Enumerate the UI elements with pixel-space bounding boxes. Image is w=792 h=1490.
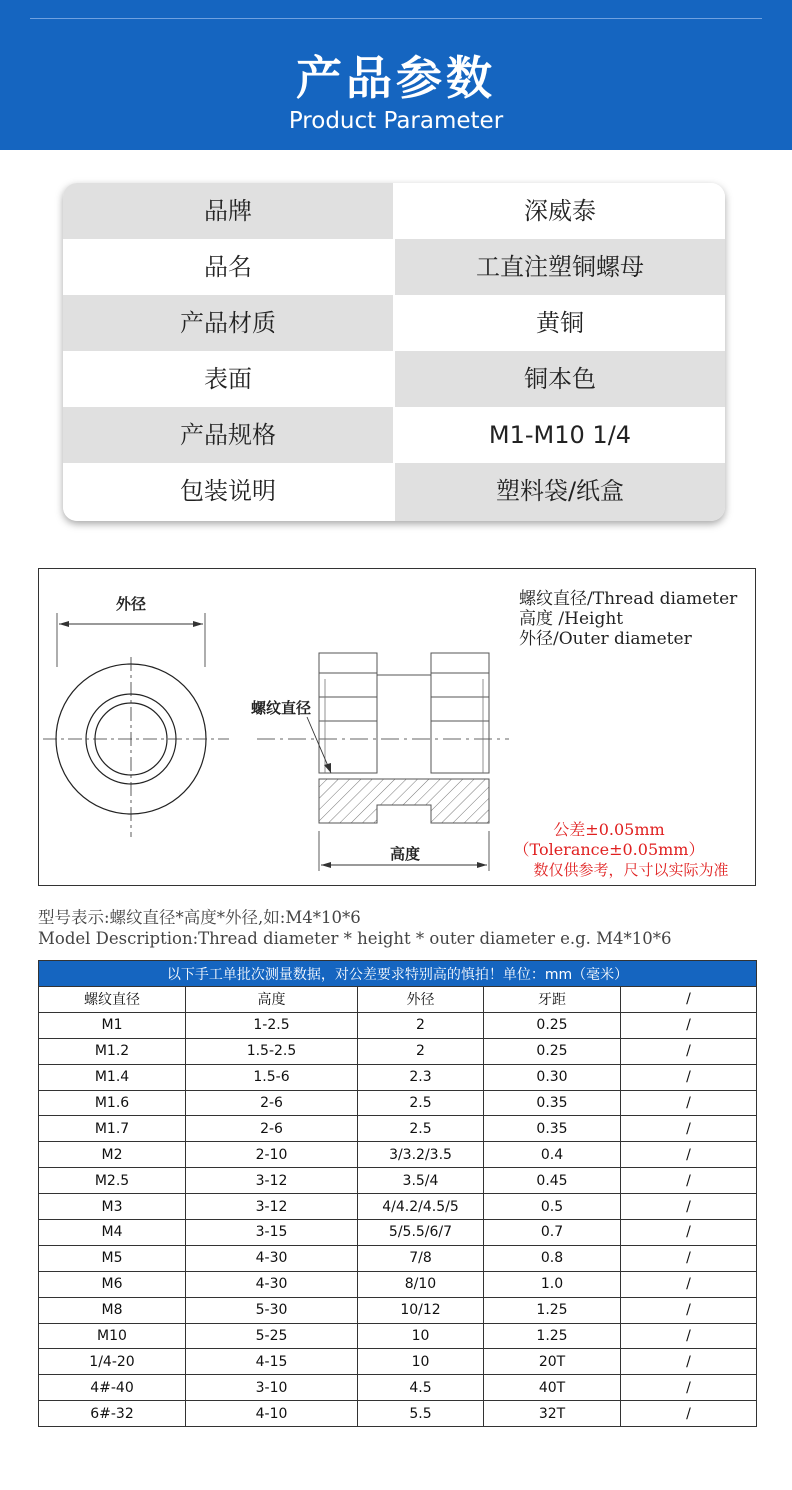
table-cell: M2.5: [39, 1168, 186, 1194]
table-cell: M1.4: [39, 1064, 186, 1090]
table-cell: M10: [39, 1323, 186, 1349]
dimension-table: [38, 960, 757, 1427]
spec-row-brand: [63, 183, 725, 239]
table-cell: 10: [358, 1323, 484, 1349]
table-banner: 以下手工单批次测量数据，对公差要求特别高的慎拍！单位：mm（毫米）: [39, 961, 757, 987]
legend-outer: 外径/Outer diameter: [519, 629, 692, 649]
table-cell: 5-30: [186, 1297, 358, 1323]
table-row: [39, 1349, 757, 1375]
table-row: [39, 1220, 757, 1246]
table-cell: M2: [39, 1142, 186, 1168]
tolerance-note: [514, 820, 729, 879]
column-header: 牙距: [484, 987, 621, 1013]
table-cell: 1.5-6: [186, 1064, 358, 1090]
spec-row-packaging: [63, 463, 725, 521]
table-cell: 3.5/4: [358, 1168, 484, 1194]
table-cell: 2: [358, 1012, 484, 1038]
spec-value: 深威泰: [395, 183, 725, 239]
table-cell: M1.2: [39, 1038, 186, 1064]
table-cell: 0.4: [484, 1142, 621, 1168]
table-cell: /: [621, 1401, 757, 1427]
table-cell: 6#-32: [39, 1401, 186, 1427]
table-cell: 4-30: [186, 1271, 358, 1297]
outer-diameter-label: 外径: [115, 595, 147, 613]
column-header: /: [621, 987, 757, 1013]
table-row: [39, 1194, 757, 1220]
table-cell: 4.5: [358, 1375, 484, 1401]
table-cell: /: [621, 1064, 757, 1090]
table-cell: 2-6: [186, 1116, 358, 1142]
table-row: [39, 1297, 757, 1323]
spec-label: 表面: [63, 351, 393, 407]
table-cell: M6: [39, 1271, 186, 1297]
table-cell: 7/8: [358, 1245, 484, 1271]
table-cell: /: [621, 1194, 757, 1220]
table-cell: 2.5: [358, 1116, 484, 1142]
table-row: [39, 1401, 757, 1427]
spec-label: 品名: [63, 239, 393, 295]
page-title: 产品参数: [296, 51, 496, 105]
table-cell: 0.25: [484, 1012, 621, 1038]
table-cell: M8: [39, 1297, 186, 1323]
table-cell: 2.5: [358, 1090, 484, 1116]
table-cell: /: [621, 1271, 757, 1297]
table-cell: /: [621, 1323, 757, 1349]
table-cell: 1.5-2.5: [186, 1038, 358, 1064]
table-row: [39, 1375, 757, 1401]
spec-label: 包装说明: [63, 463, 393, 521]
table-cell: 2.3: [358, 1064, 484, 1090]
legend-thread: 螺纹直径/Thread diameter: [519, 589, 738, 609]
technical-drawing: [38, 568, 756, 886]
table-cell: /: [621, 1245, 757, 1271]
table-cell: 3/3.2/3.5: [358, 1142, 484, 1168]
table-cell: /: [621, 1142, 757, 1168]
table-cell: /: [621, 1116, 757, 1142]
table-row: [39, 1012, 757, 1038]
table-row: [39, 1142, 757, 1168]
table-cell: /: [621, 1349, 757, 1375]
spec-label: 产品材质: [63, 295, 393, 351]
end-view: [43, 595, 229, 837]
table-cell: /: [621, 1220, 757, 1246]
table-cell: /: [621, 1375, 757, 1401]
spec-value: 工直注塑铜螺母: [395, 239, 725, 295]
spec-value: 铜本色: [395, 351, 725, 407]
table-cell: 8/10: [358, 1271, 484, 1297]
table-cell: 0.30: [484, 1064, 621, 1090]
reference-note: 数仅供参考，尺寸以实际为准: [533, 861, 729, 879]
table-cell: 0.35: [484, 1090, 621, 1116]
table-cell: 2: [358, 1038, 484, 1064]
table-cell: 0.8: [484, 1245, 621, 1271]
table-banner-row: [39, 961, 757, 987]
spec-value: 塑料袋/纸盒: [395, 463, 725, 521]
table-cell: 2-10: [186, 1142, 358, 1168]
table-cell: M1: [39, 1012, 186, 1038]
header-divider: [30, 18, 762, 19]
column-header: 高度: [186, 987, 358, 1013]
table-cell: M3: [39, 1194, 186, 1220]
table-cell: 1-2.5: [186, 1012, 358, 1038]
table-cell: 4-15: [186, 1349, 358, 1375]
table-cell: 3-15: [186, 1220, 358, 1246]
side-view: [251, 653, 509, 871]
spec-label: 产品规格: [63, 407, 393, 463]
column-header: 外径: [358, 987, 484, 1013]
column-header: 螺纹直径: [39, 987, 186, 1013]
table-cell: M5: [39, 1245, 186, 1271]
spec-value: M1-M10 1/4: [395, 407, 725, 463]
table-header-row: [39, 987, 757, 1013]
table-cell: 10/12: [358, 1297, 484, 1323]
spec-label: 品牌: [63, 183, 393, 239]
table-cell: 3-10: [186, 1375, 358, 1401]
table-cell: 5/5.5/6/7: [358, 1220, 484, 1246]
legend-height: 高度 /Height: [519, 609, 624, 629]
table-cell: M1.6: [39, 1090, 186, 1116]
spec-value: 黄铜: [395, 295, 725, 351]
drawing-canvas: [39, 569, 755, 885]
table-row: [39, 1168, 757, 1194]
table-row: [39, 1245, 757, 1271]
table-cell: 3-12: [186, 1194, 358, 1220]
table-cell: /: [621, 1038, 757, 1064]
table-cell: /: [621, 1297, 757, 1323]
table-row: [39, 1038, 757, 1064]
spec-row-surface: [63, 351, 725, 407]
table-cell: 1/4-20: [39, 1349, 186, 1375]
table-cell: 5-25: [186, 1323, 358, 1349]
tolerance-cn: 公差±0.05mm: [553, 820, 665, 839]
height-label: 高度: [389, 845, 421, 863]
dimension-legend: [519, 589, 738, 649]
table-cell: 32T: [484, 1401, 621, 1427]
spec-table: [63, 183, 725, 521]
table-cell: 1.25: [484, 1297, 621, 1323]
table-cell: 4/4.2/4.5/5: [358, 1194, 484, 1220]
table-cell: 3-12: [186, 1168, 358, 1194]
table-cell: 4-10: [186, 1401, 358, 1427]
model-description-cn: 型号表示:螺纹直径*高度*外径,如:M4*10*6: [38, 908, 361, 927]
table-cell: 4#-40: [39, 1375, 186, 1401]
table-cell: 10: [358, 1349, 484, 1375]
table-cell: /: [621, 1168, 757, 1194]
table-cell: 0.45: [484, 1168, 621, 1194]
table-cell: M1.7: [39, 1116, 186, 1142]
table-row: [39, 1064, 757, 1090]
table-cell: 2-6: [186, 1090, 358, 1116]
spec-row-name: [63, 239, 725, 295]
table-cell: 0.7: [484, 1220, 621, 1246]
table-cell: 4-30: [186, 1245, 358, 1271]
table-cell: 1.0: [484, 1271, 621, 1297]
header-banner: [0, 0, 792, 150]
spec-row-material: [63, 295, 725, 351]
table-cell: 0.35: [484, 1116, 621, 1142]
table-cell: /: [621, 1012, 757, 1038]
model-description-en: Model Description:Thread diameter * height * outer diameter e.g. M4*10*6: [38, 929, 672, 948]
table-cell: /: [621, 1090, 757, 1116]
table-cell: 40T: [484, 1375, 621, 1401]
table-cell: 0.5: [484, 1194, 621, 1220]
table-cell: 0.25: [484, 1038, 621, 1064]
page-subtitle: Product Parameter: [288, 108, 504, 134]
spec-row-spec: [63, 407, 725, 463]
table-row: [39, 1323, 757, 1349]
thread-diameter-label: 螺纹直径: [250, 699, 312, 717]
tolerance-en: （Tolerance±0.05mm）: [513, 840, 705, 859]
table-cell: 1.25: [484, 1323, 621, 1349]
table-row: [39, 1271, 757, 1297]
table-cell: 20T: [484, 1349, 621, 1375]
table-cell: 5.5: [358, 1401, 484, 1427]
table-row: [39, 1090, 757, 1116]
table-cell: M4: [39, 1220, 186, 1246]
table-row: [39, 1116, 757, 1142]
